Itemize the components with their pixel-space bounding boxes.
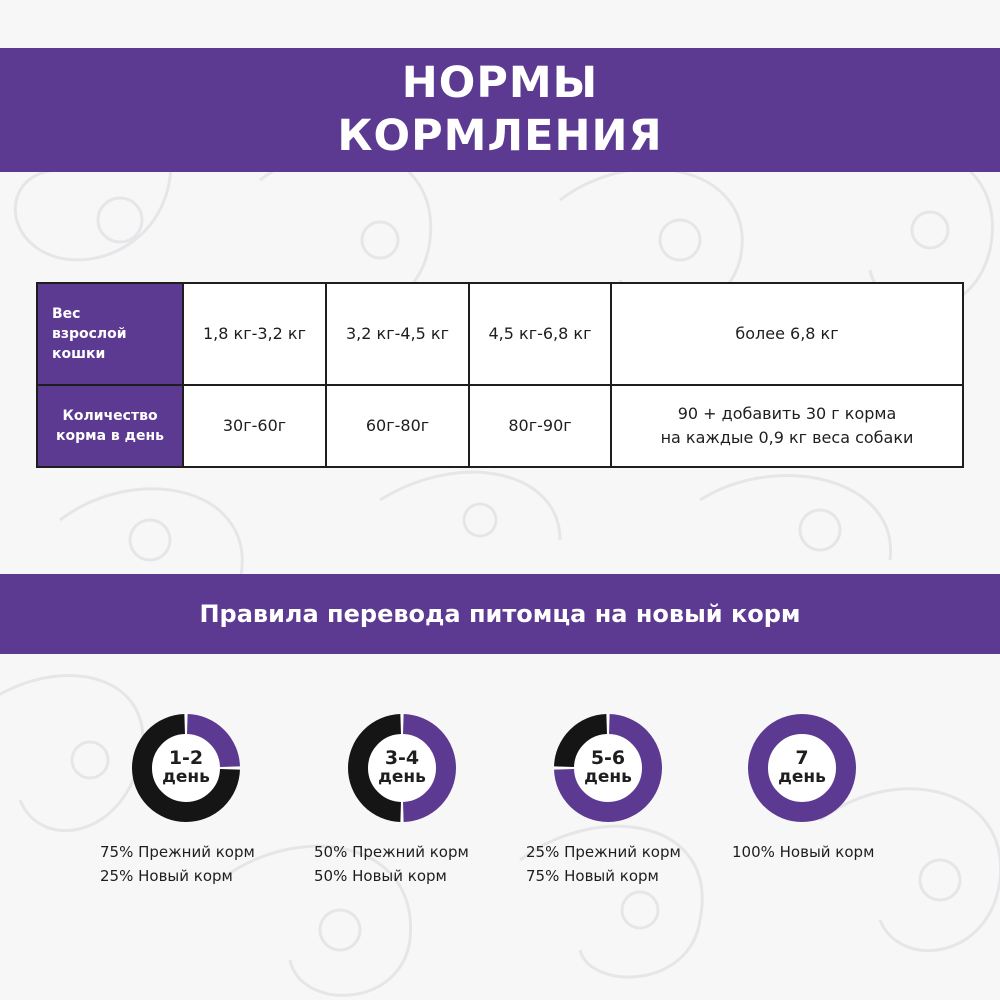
weight-cell: более 6,8 кг bbox=[611, 283, 963, 385]
weight-cell: 1,8 кг-3,2 кг bbox=[183, 283, 326, 385]
transition-title: Правила перевода питомца на новый корм bbox=[199, 600, 801, 628]
day-word: день bbox=[584, 767, 632, 787]
step-caption bbox=[732, 840, 874, 864]
new-food-text: 50% Новый корм bbox=[314, 867, 447, 885]
amount-cell: 60г-80г bbox=[326, 385, 469, 467]
day-range: 5-6 bbox=[590, 747, 626, 769]
step-caption bbox=[100, 840, 255, 888]
page-title-line-2: КОРМЛЕНИЯ bbox=[337, 111, 663, 161]
amount-header-line: Количество bbox=[62, 407, 158, 424]
transition-title-band bbox=[0, 574, 1000, 654]
food-ratio-ring bbox=[346, 712, 458, 824]
weight-header-line: Вес bbox=[52, 305, 81, 322]
amount-cell: 30г-60г bbox=[183, 385, 326, 467]
day-word: день bbox=[778, 767, 826, 787]
weight-header-cell bbox=[37, 283, 183, 385]
day-label bbox=[346, 712, 458, 824]
page-title-line-1: НОРМЫ bbox=[401, 58, 599, 108]
feeding-norms-table bbox=[36, 282, 964, 468]
new-food-text: 100% Новый корм bbox=[732, 843, 875, 861]
food-ratio-ring bbox=[130, 712, 242, 824]
old-food-text: 75% Прежний корм bbox=[100, 843, 255, 861]
amount-extra-line: на каждые 0,9 кг веса собаки bbox=[660, 427, 914, 447]
table-row-weight bbox=[37, 283, 963, 385]
food-ratio-ring bbox=[552, 712, 664, 824]
day-range: 1-2 bbox=[168, 747, 204, 769]
amount-cell-extra bbox=[611, 385, 963, 467]
new-food-text: 25% Новый корм bbox=[100, 867, 233, 885]
weight-cell: 4,5 кг-6,8 кг bbox=[469, 283, 611, 385]
old-food-text: 50% Прежний корм bbox=[314, 843, 469, 861]
day-word: день bbox=[378, 767, 426, 787]
weight-header-line: взрослой bbox=[52, 325, 127, 342]
day-label bbox=[552, 712, 664, 824]
day-label bbox=[746, 712, 858, 824]
amount-header-cell bbox=[37, 385, 183, 467]
old-food-text: 25% Прежний корм bbox=[526, 843, 681, 861]
step-caption bbox=[526, 840, 681, 888]
amount-header-line: корма в день bbox=[56, 427, 164, 444]
day-word: день bbox=[162, 767, 210, 787]
step-caption bbox=[314, 840, 469, 888]
weight-cell: 3,2 кг-4,5 кг bbox=[326, 283, 469, 385]
day-label bbox=[130, 712, 242, 824]
day-range: 3-4 bbox=[384, 747, 420, 769]
day-range: 7 bbox=[795, 747, 809, 769]
food-ratio-ring bbox=[746, 712, 858, 824]
weight-header-line: кошки bbox=[52, 345, 106, 362]
header-band bbox=[0, 48, 1000, 172]
amount-extra-line: 90 + добавить 30 г корма bbox=[677, 403, 897, 423]
table-row-amount bbox=[37, 385, 963, 467]
new-food-text: 75% Новый корм bbox=[526, 867, 659, 885]
amount-cell: 80г-90г bbox=[469, 385, 611, 467]
